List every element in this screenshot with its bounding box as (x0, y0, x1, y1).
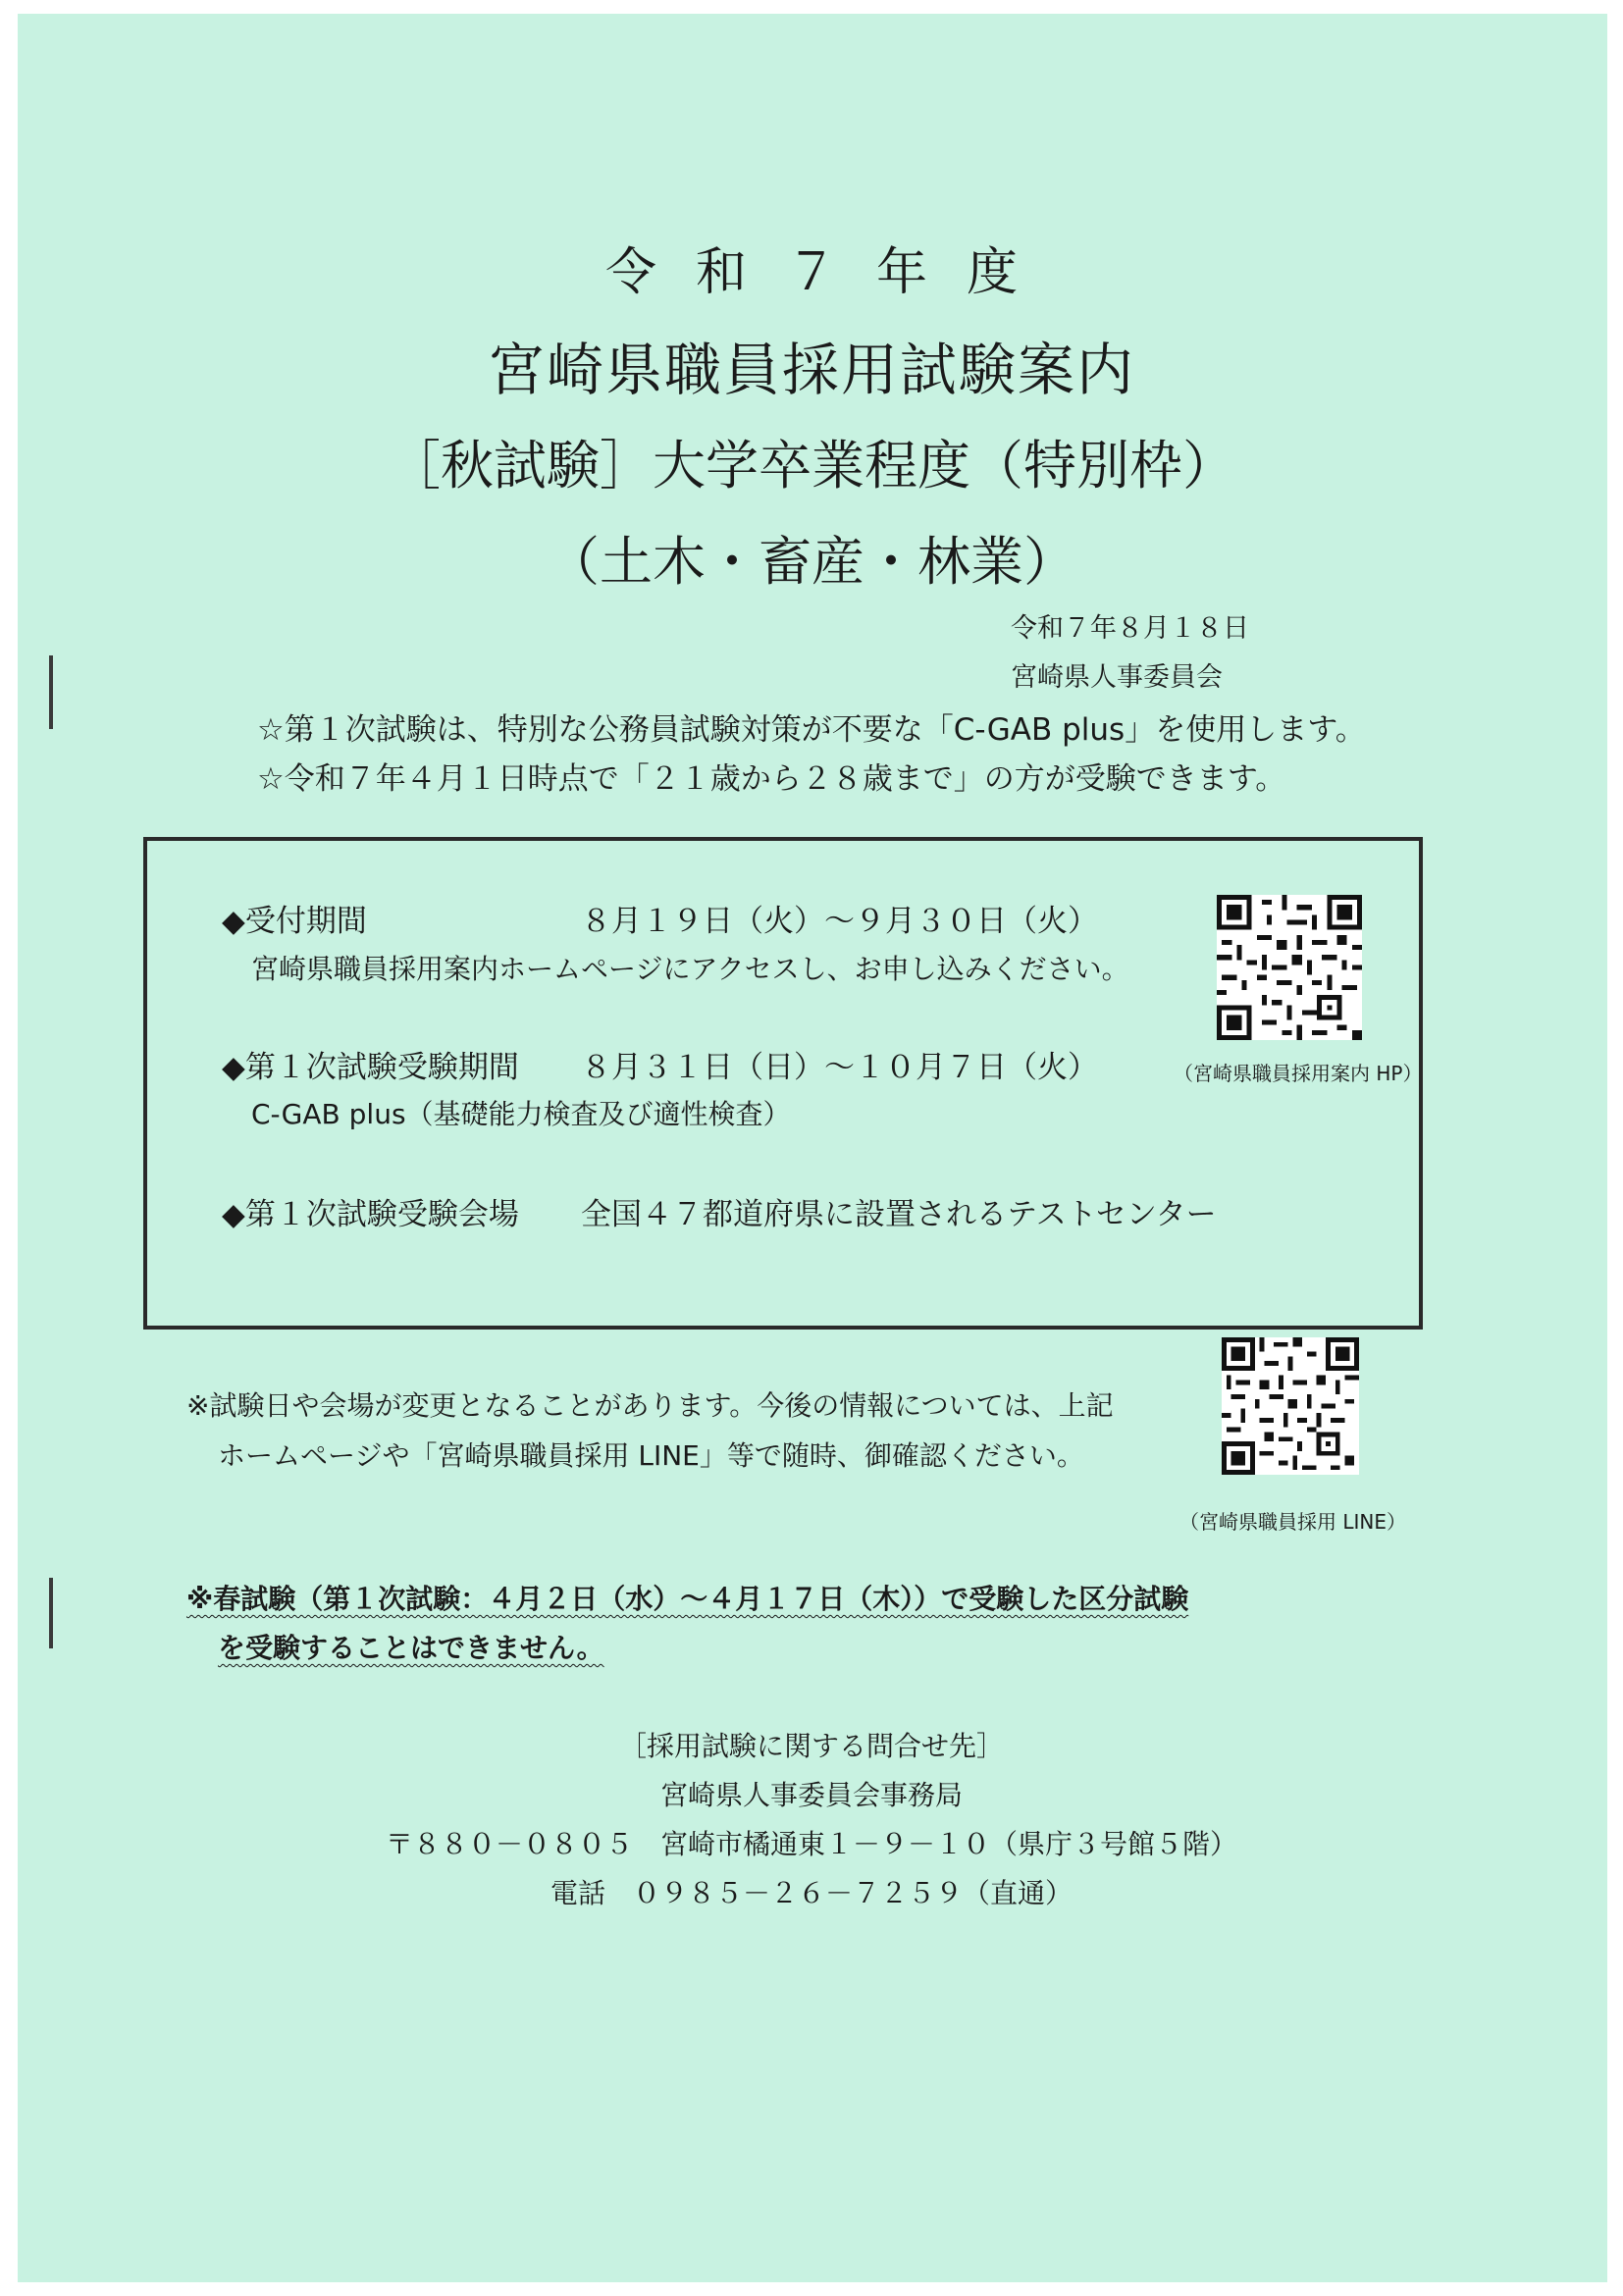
exam-period: ８月３１日（日）～１０月７日（火） (581, 1050, 1098, 1085)
exam-category: ［秋試験］大学卒業程度（特別枠） (388, 435, 1235, 496)
reception-note: 宮崎県職員採用案内ホームページにアクセスし、お申し込みください。 (251, 953, 1129, 985)
change-notice-line2: ホームページや「宮崎県職員採用 LINE」等で随時、御確認ください。 (218, 1439, 1084, 1472)
contact-office: 宮崎県人事委員会事務局 (659, 1779, 963, 1811)
page-title: 宮崎県職員採用試験案内 (487, 337, 1135, 403)
hp-qr-caption: （宮崎県職員採用案内 HP） (1174, 1062, 1423, 1085)
exam-content: C-GAB plus（基礎能力検査及び適性検査） (251, 1098, 791, 1130)
spring-exam-warning-line2: を受験することはできません。 (218, 1632, 604, 1664)
issuing-organization: 宮崎県人事委員会 (1011, 662, 1223, 693)
venue-label: ◆第１次試験受験会場 (222, 1197, 519, 1232)
spring-exam-warning-line1: ※春試験（第１次試験：４月２日（水）～４月１７日（木））で受験した区分試験 (186, 1583, 1189, 1615)
line-qr-caption: （宮崎県職員採用 LINE） (1179, 1510, 1406, 1534)
exam-fields: （土木・畜産・林業） (547, 531, 1076, 593)
hp-qr-code[interactable] (1217, 895, 1362, 1040)
exam-period-label: ◆第１次試験受験期間 (222, 1050, 519, 1085)
line-qr-code[interactable] (1222, 1337, 1359, 1475)
change-notice-line1: ※試験日や会場が変更となることがあります。今後の情報については、上記 (186, 1389, 1114, 1422)
highlight-age: ☆令和７年４月１日時点で「２１歳から２８歳まで」の方が受験できます。 (257, 761, 1286, 797)
contact-heading: ［採用試験に関する問合せ先］ (618, 1730, 1004, 1762)
issue-date: 令和７年８月１８日 (1011, 613, 1249, 644)
binding-mark-top (49, 655, 53, 729)
contact-phone: 電話 ０９８５－２６－７２５９（直通） (550, 1877, 1073, 1909)
venue: 全国４７都道府県に設置されるテストセンター (581, 1197, 1217, 1232)
fiscal-year: 令和７年度 (604, 243, 1057, 302)
binding-mark-bottom (49, 1578, 53, 1648)
highlight-cgab: ☆第１次試験は、特別な公務員試験対策が不要な「C-GAB plus」を使用します。 (257, 712, 1366, 748)
reception-period: ８月１９日（火）～９月３０日（火） (581, 904, 1098, 939)
contact-address: 〒８８０－０８０５ 宮崎市橘通東１－９－１０（県庁３号館５階） (385, 1828, 1237, 1860)
reception-label: ◆受付期間 (222, 904, 367, 939)
